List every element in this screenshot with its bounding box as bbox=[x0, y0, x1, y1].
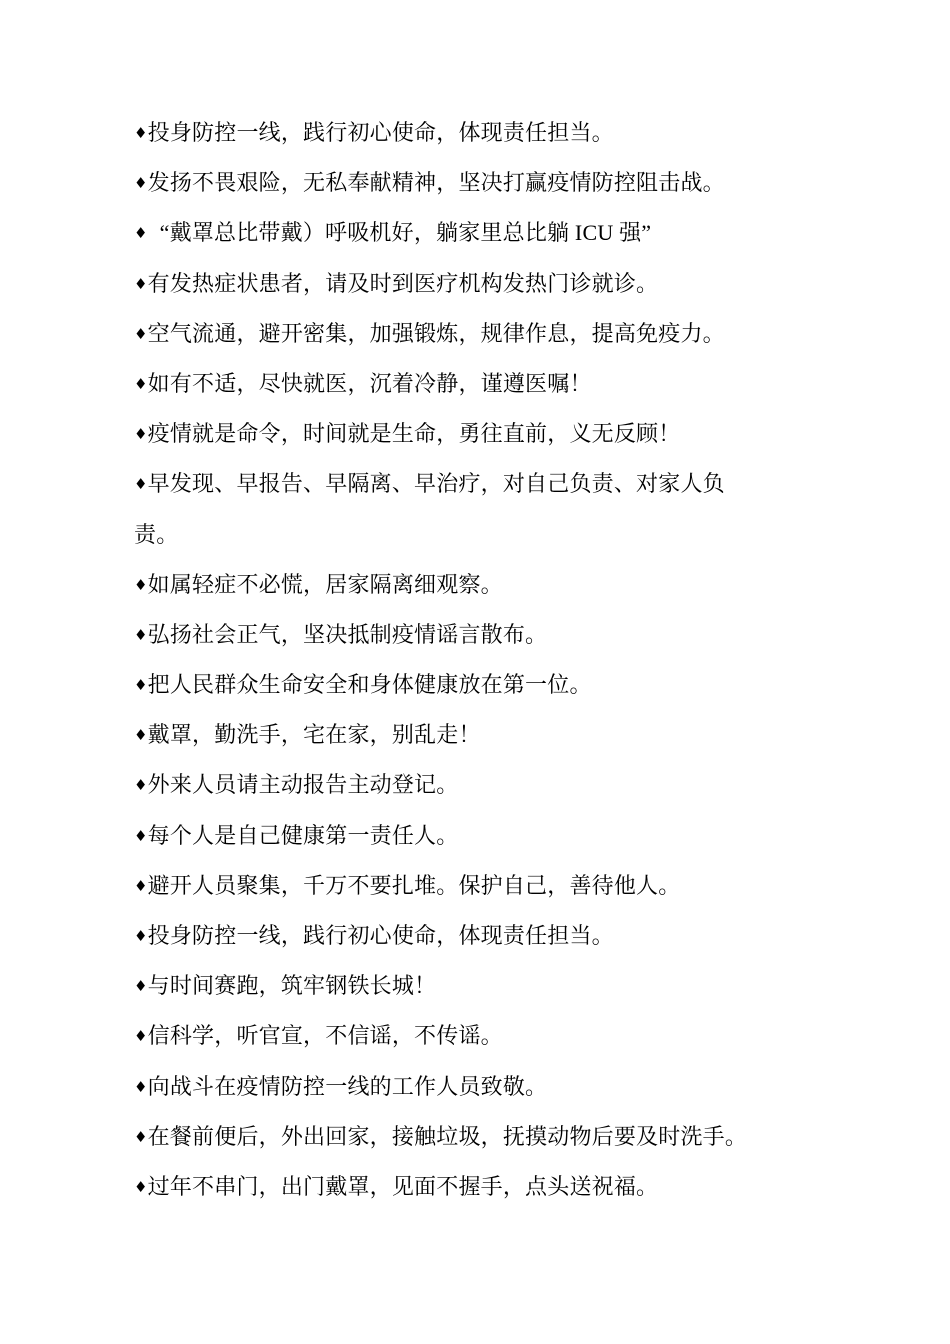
list-item bbox=[134, 1112, 814, 1162]
diamond-bullet-icon: ♦ bbox=[134, 625, 148, 644]
list-item bbox=[134, 760, 814, 810]
list-item-text: “戴罩总比带戴）呼吸机好，躺家里总比躺 ICU 强” bbox=[159, 220, 652, 246]
diamond-bullet-icon: ♦ bbox=[134, 324, 148, 343]
list-item-text: 疫情就是命令，时间就是生命，勇往直前，义无反顾！ bbox=[147, 421, 681, 447]
list-item-text: 如有不适，尽快就医，沉着冷静，谨遵医嘱！ bbox=[147, 370, 592, 396]
diamond-bullet-icon: ♦ bbox=[134, 274, 148, 293]
list-item bbox=[134, 108, 814, 158]
list-item bbox=[134, 610, 814, 660]
list-item bbox=[134, 158, 814, 208]
list-item bbox=[134, 259, 814, 309]
diamond-bullet-icon: ♦ bbox=[134, 1127, 148, 1146]
list-item-text: 与时间赛跑，筑牢钢铁长城！ bbox=[147, 973, 437, 999]
diamond-bullet-icon: ♦ bbox=[134, 977, 148, 996]
list-item bbox=[134, 961, 814, 1011]
list-item-text: 投身防控一线，践行初心使命，体现责任担当。 bbox=[147, 120, 614, 145]
list-item-text: 早发现、早报告、早隔离、早治疗，对自己负责、对家人负 bbox=[147, 471, 725, 497]
list-item-text: 过年不串门，出门戴罩，见面不握手，点头送祝福。 bbox=[147, 1173, 659, 1199]
diamond-bullet-icon: ♦ bbox=[134, 124, 148, 142]
list-item-text: 有发热症状患者，请及时到医疗机构发热门诊就诊。 bbox=[147, 270, 659, 296]
list-item-continuation bbox=[134, 510, 814, 560]
list-item-text: 在餐前便后，外出回家，接触垃圾，抚摸动物后要及时洗手。 bbox=[147, 1123, 748, 1149]
diamond-bullet-icon: ♦ bbox=[134, 1027, 148, 1046]
list-item-text: 把人民群众生命安全和身体健康放在第一位。 bbox=[147, 672, 592, 698]
diamond-bullet-icon: ♦ bbox=[134, 575, 148, 594]
diamond-bullet-icon: ♦ bbox=[134, 676, 148, 695]
list-item-text: 责。 bbox=[134, 521, 179, 547]
list-item bbox=[134, 1011, 814, 1061]
diamond-bullet-icon: ♦ bbox=[134, 1177, 148, 1196]
list-item-text: 发扬不畏艰险，无私奉献精神，坚决打赢疫情防控阻击战。 bbox=[147, 170, 725, 196]
list-item-text: 戴罩，勤洗手，宅在家，别乱走！ bbox=[147, 722, 481, 748]
list-item bbox=[134, 811, 814, 861]
diamond-bullet-icon: ♦ bbox=[134, 1077, 148, 1096]
list-item-text: 外来人员请主动报告主动登记。 bbox=[147, 772, 459, 798]
list-item bbox=[134, 309, 814, 359]
diamond-bullet-icon: ♦ bbox=[134, 425, 148, 444]
diamond-bullet-icon: ♦ bbox=[134, 224, 148, 243]
list-item-text: 投身防控一线，践行初心使命，体现责任担当。 bbox=[147, 923, 614, 948]
list-item-text: 向战斗在疫情防控一线的工作人员致敬。 bbox=[147, 1073, 548, 1099]
list-item bbox=[134, 710, 814, 760]
list-item bbox=[134, 359, 814, 409]
list-item-text: 空气流通，避开密集，加强锻炼，规律作息，提高免疫力。 bbox=[147, 320, 725, 346]
diamond-bullet-icon: ♦ bbox=[134, 876, 148, 895]
list-item bbox=[134, 861, 814, 911]
list-item-text: 信科学，听官宣，不信谣，不传谣。 bbox=[147, 1023, 503, 1049]
list-item-text: 每个人是自己健康第一责任人。 bbox=[147, 822, 459, 848]
list-item bbox=[134, 459, 814, 509]
list-item-text: 如属轻症不必慌，居家隔离细观察。 bbox=[147, 571, 503, 597]
diamond-bullet-icon: ♦ bbox=[134, 927, 148, 945]
list-item bbox=[134, 208, 814, 258]
list-item-text: 避开人员聚集，千万不要扎堆。保护自己，善待他人。 bbox=[147, 872, 681, 898]
list-item bbox=[134, 560, 814, 610]
diamond-bullet-icon: ♦ bbox=[134, 374, 148, 393]
list-item bbox=[134, 660, 814, 710]
diamond-bullet-icon: ♦ bbox=[134, 726, 148, 745]
diamond-bullet-icon: ♦ bbox=[134, 826, 148, 845]
list-item bbox=[134, 1062, 814, 1112]
diamond-bullet-icon: ♦ bbox=[134, 475, 148, 494]
diamond-bullet-icon: ♦ bbox=[134, 776, 148, 795]
list-item bbox=[134, 911, 814, 961]
slogan-list bbox=[134, 108, 814, 1212]
list-item bbox=[134, 409, 814, 459]
list-item bbox=[134, 1162, 814, 1212]
diamond-bullet-icon: ♦ bbox=[134, 174, 148, 193]
list-item-text: 弘扬社会正气，坚决抵制疫情谣言散布。 bbox=[147, 621, 548, 647]
